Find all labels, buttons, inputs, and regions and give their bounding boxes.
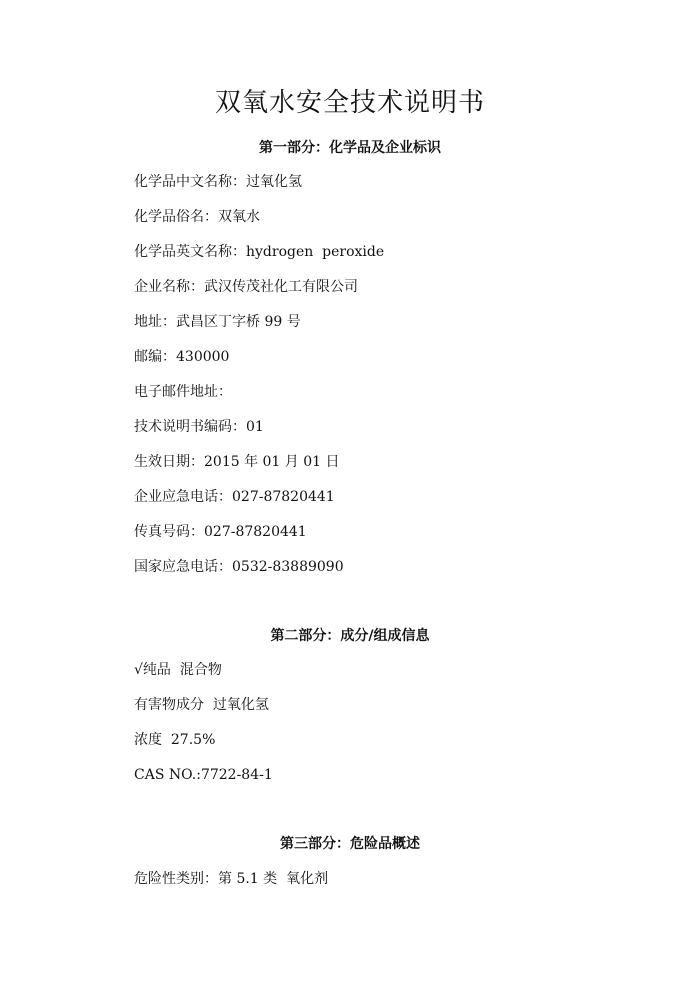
chemical-chinese-name: 化学品中文名称：过氧化氢: [134, 174, 302, 190]
postal-code: 邮编：430000: [134, 349, 230, 365]
concentration: 浓度 27.5%: [134, 732, 216, 748]
document-title: 双氧水安全技术说明书: [214, 88, 485, 118]
national-emergency-phone: 国家应急电话：0532-83889090: [134, 559, 344, 575]
cas-number: CAS NO.:7722-84-1: [134, 767, 273, 783]
effective-date: 生效日期：2015 年 01 月 01 日: [134, 454, 340, 470]
section-2-heading: 第二部分：成分/组成信息: [270, 628, 430, 644]
fax-number: 传真号码：027-87820441: [134, 524, 307, 540]
spec-code: 技术说明书编码：01: [134, 419, 264, 435]
substance-type: √纯品 混合物: [134, 662, 222, 678]
section-1-heading: 第一部分：化学品及企业标识: [259, 140, 441, 156]
hazard-category: 危险性类别：第 5.1 类 氧化剂: [134, 871, 329, 887]
section-3-heading: 第三部分：危险品概述: [280, 836, 420, 852]
company-name: 企业名称：武汉传茂社化工有限公司: [134, 279, 358, 295]
company-address: 地址：武昌区丁字桥 99 号: [134, 314, 301, 330]
company-emergency-phone: 企业应急电话：027-87820441: [134, 489, 335, 505]
chemical-english-name: 化学品英文名称：hydrogen peroxide: [134, 244, 385, 260]
chemical-common-name: 化学品俗名：双氧水: [134, 209, 260, 225]
email-address: 电子邮件地址：: [134, 384, 232, 400]
hazardous-component: 有害物成分 过氧化氢: [134, 697, 269, 713]
